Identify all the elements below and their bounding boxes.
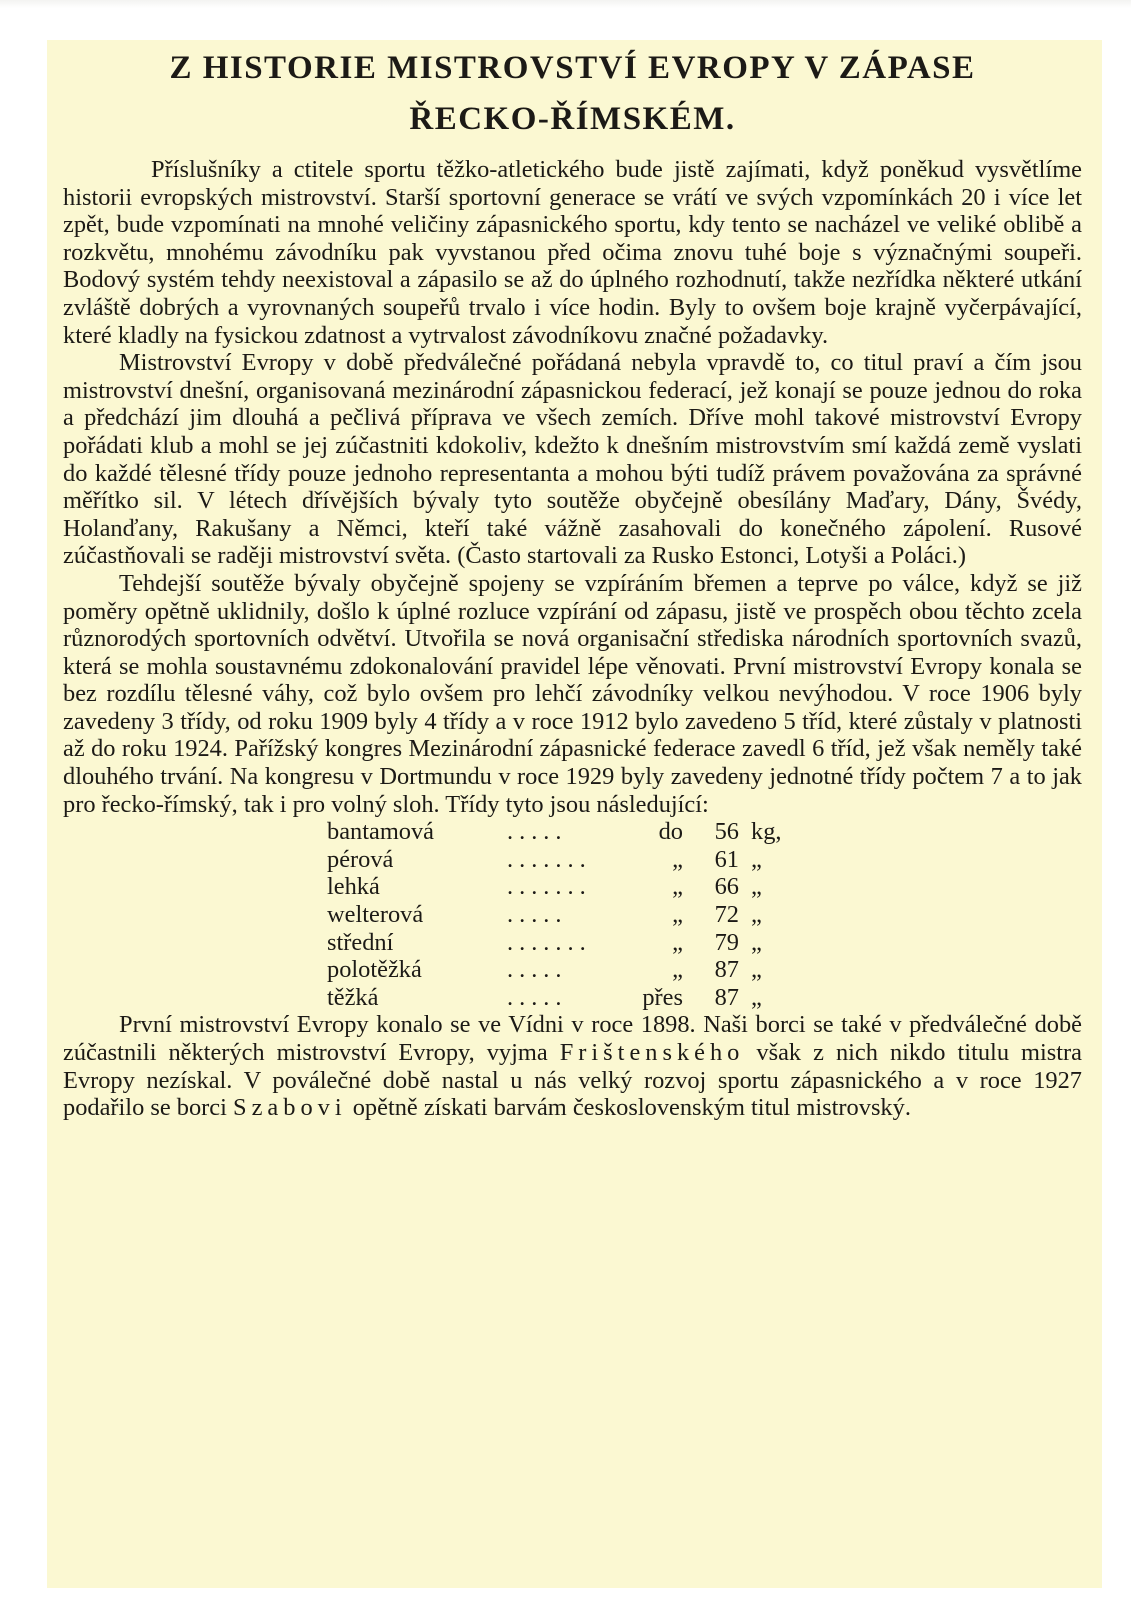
- weight-limit-unit: kg,: [751, 818, 782, 846]
- name-szabo: Szabovi: [233, 1094, 347, 1122]
- weight-limit-unit: „: [751, 956, 762, 984]
- paragraph-closing: [63, 1011, 1082, 1121]
- leader-dots: .......: [507, 873, 592, 901]
- title-line-2: ŘECKO-ŘÍMSKÉM.: [409, 101, 736, 137]
- weight-class-row: [327, 818, 782, 846]
- paragraph-history: Mistrovství Evropy v době předválečné pořádaná nebyla vpravdě to, co titul praví a čím jsou mistrovství dnešní, organisovaná mezinárodní zápasnickou federací, jež konají se pouze jednou do roka a předchází jim dlouhá a pečlivá příprava ve všech zemích. Dříve mohl takové mistrovství Evropy pořádati klub a mohl se jej zúčastniti kdokoliv, kdežto k dnešním mistrovstvím smí každá země vyslati do každé tělesné třídy pouze jednoho representanta a mohou býti tudíž právem považována za správné měřítko sil. V létech dřívějších bývaly tyto soutěže obyčejně obesílány Maďary, Dány, Švédy, Holanďany, Rakušany a Němci, kteří také vážně zasahovali do konečného zápolení. Rusové zúčastňovali se raději mistrovství světa. (Často startovali za Rusko Estonci, Lotyši a Poláci.): [63, 349, 1082, 570]
- leader-dots: .......: [507, 928, 592, 956]
- leader-dots: .....: [507, 818, 568, 846]
- weight-class-row: [327, 984, 782, 1012]
- weight-class-row: [327, 873, 782, 901]
- leader-dots: .....: [507, 901, 568, 929]
- weight-limit-value: 56: [714, 818, 739, 846]
- weight-class-row: [327, 846, 782, 874]
- weight-limit-value: 79: [714, 928, 739, 956]
- weight-classes-table: [327, 818, 782, 1011]
- weight-limit-prefix: „: [672, 928, 683, 956]
- weight-class-name: bantamová: [327, 818, 435, 846]
- weight-limit-value: 87: [714, 983, 739, 1011]
- weight-class-name: lehká: [327, 873, 380, 901]
- weight-class-name: polotěžká: [327, 956, 422, 984]
- closing-text-b: však z nich nikdo titulu mistra Evropy nezískal. V poválečné době nastal u nás velký rozvoj sportu zápasnického a v roce 1927 podařilo se borci: [63, 1039, 1082, 1122]
- paragraph-intro: Příslušníky a ctitele sportu těžko-atletického bude jistě zajímati, když poněkud vysvětlíme historii evropských mistrovství. Starší sportovní generace se vrátí ve svých vzpomínkách 20 i více let zpět, bude vzpomínati na mnohé veličiny zápasnického sportu, kdy tento se nacházel ve veliké oblibě a rozkvětu, mnohému závodníku pak vyvstanou před očima znovu tuhé boje s význačnými soupeři. Bodový systém tehdy neexistoval a zápasilo se až do úplného rozhodnutí, takže nezřídka některé utkání zvláště dobrých a vyrovnaných soupeřů trvalo i více hodin. Byly to ovšem boje krajně vyčerpávající, které kladly na fysickou zdatnost a vytrvalost závodníkovu značné požadavky.: [63, 156, 1082, 349]
- scan-top-edge: [0, 0, 1131, 8]
- weight-limit-unit: „: [751, 928, 762, 956]
- name-fristensky: Frištenského: [559, 1039, 745, 1066]
- weight-limit-prefix: „: [672, 956, 683, 984]
- weight-class-name: střední: [327, 928, 394, 956]
- weight-limit-unit: „: [751, 845, 762, 873]
- weight-limit-value: 66: [714, 873, 739, 901]
- closing-text-c: opětně získati barvám československým titul mistrovský.: [352, 1094, 911, 1122]
- weight-class-name: pérová: [327, 845, 394, 873]
- article-body: [63, 156, 1082, 1122]
- weight-limit-unit: „: [751, 983, 762, 1011]
- paragraph-weight-classes: Tehdejší soutěže bývaly obyčejně spojeny se vzpíráním břemen a teprve po válce, když se již poměry opětně uklidnily, došlo k úplné rozluce vzpírání od zápasu, jistě ve prospěch obou těchto zcela různorodých sportovních odvětví. Utvořila se nová organisační střediska národních sportovních svazů, která se mohla soustavnému zdokonalování pravidel lépe věnovati. První mistrovství Evropy konala se bez rozdílu tělesné váhy, což bylo ovšem pro lehčí závodníky velkou nevýhodou. V roce 1906 byly zavedeny 3 třídy, od roku 1909 byly 4 třídy a v roce 1912 bylo zavedeno 5 tříd, které zůstaly v platnosti až do roku 1924. Pařížský kongres Mezinárodní zápasnické federace zavedl 6 tříd, jež však neměly také dlouhého trvání. Na kongresu v Dortmundu v roce 1929 byly zavedeny jednotné třídy počtem 7 a to jak pro řecko-římský, tak i pro volný sloh. Třídy tyto jsou následující:: [63, 569, 1082, 818]
- weight-class-row: [327, 929, 782, 957]
- weight-limit-value: 87: [714, 956, 739, 984]
- weight-limit-unit: „: [751, 873, 762, 901]
- weight-limit-prefix: „: [672, 873, 683, 901]
- document-page: [47, 40, 1102, 1588]
- leader-dots: .....: [507, 956, 568, 984]
- title-line-1: Z HISTORIE MISTROVSTVÍ EVROPY V ZÁPASE: [169, 50, 976, 86]
- leader-dots: .....: [507, 983, 568, 1011]
- weight-class-name: těžká: [327, 983, 379, 1011]
- weight-class-name: welterová: [327, 901, 424, 929]
- weight-limit-prefix: „: [672, 901, 683, 929]
- weight-limit-unit: „: [751, 901, 762, 929]
- leader-dots: .......: [507, 845, 592, 873]
- weight-limit-prefix: přes: [642, 983, 683, 1011]
- weight-limit-value: 72: [714, 901, 739, 929]
- closing-text-a: První mistrovství Evropy konalo se ve Vídni v roce 1898. Naši borci se také v předválečné době zúčastnili některých mistrovství Evropy, vyjma: [63, 1011, 1082, 1066]
- weight-limit-value: 61: [714, 845, 739, 873]
- weight-limit-prefix: do: [658, 818, 683, 846]
- weight-class-row: [327, 901, 782, 929]
- weight-class-row: [327, 956, 782, 984]
- weight-limit-prefix: „: [672, 845, 683, 873]
